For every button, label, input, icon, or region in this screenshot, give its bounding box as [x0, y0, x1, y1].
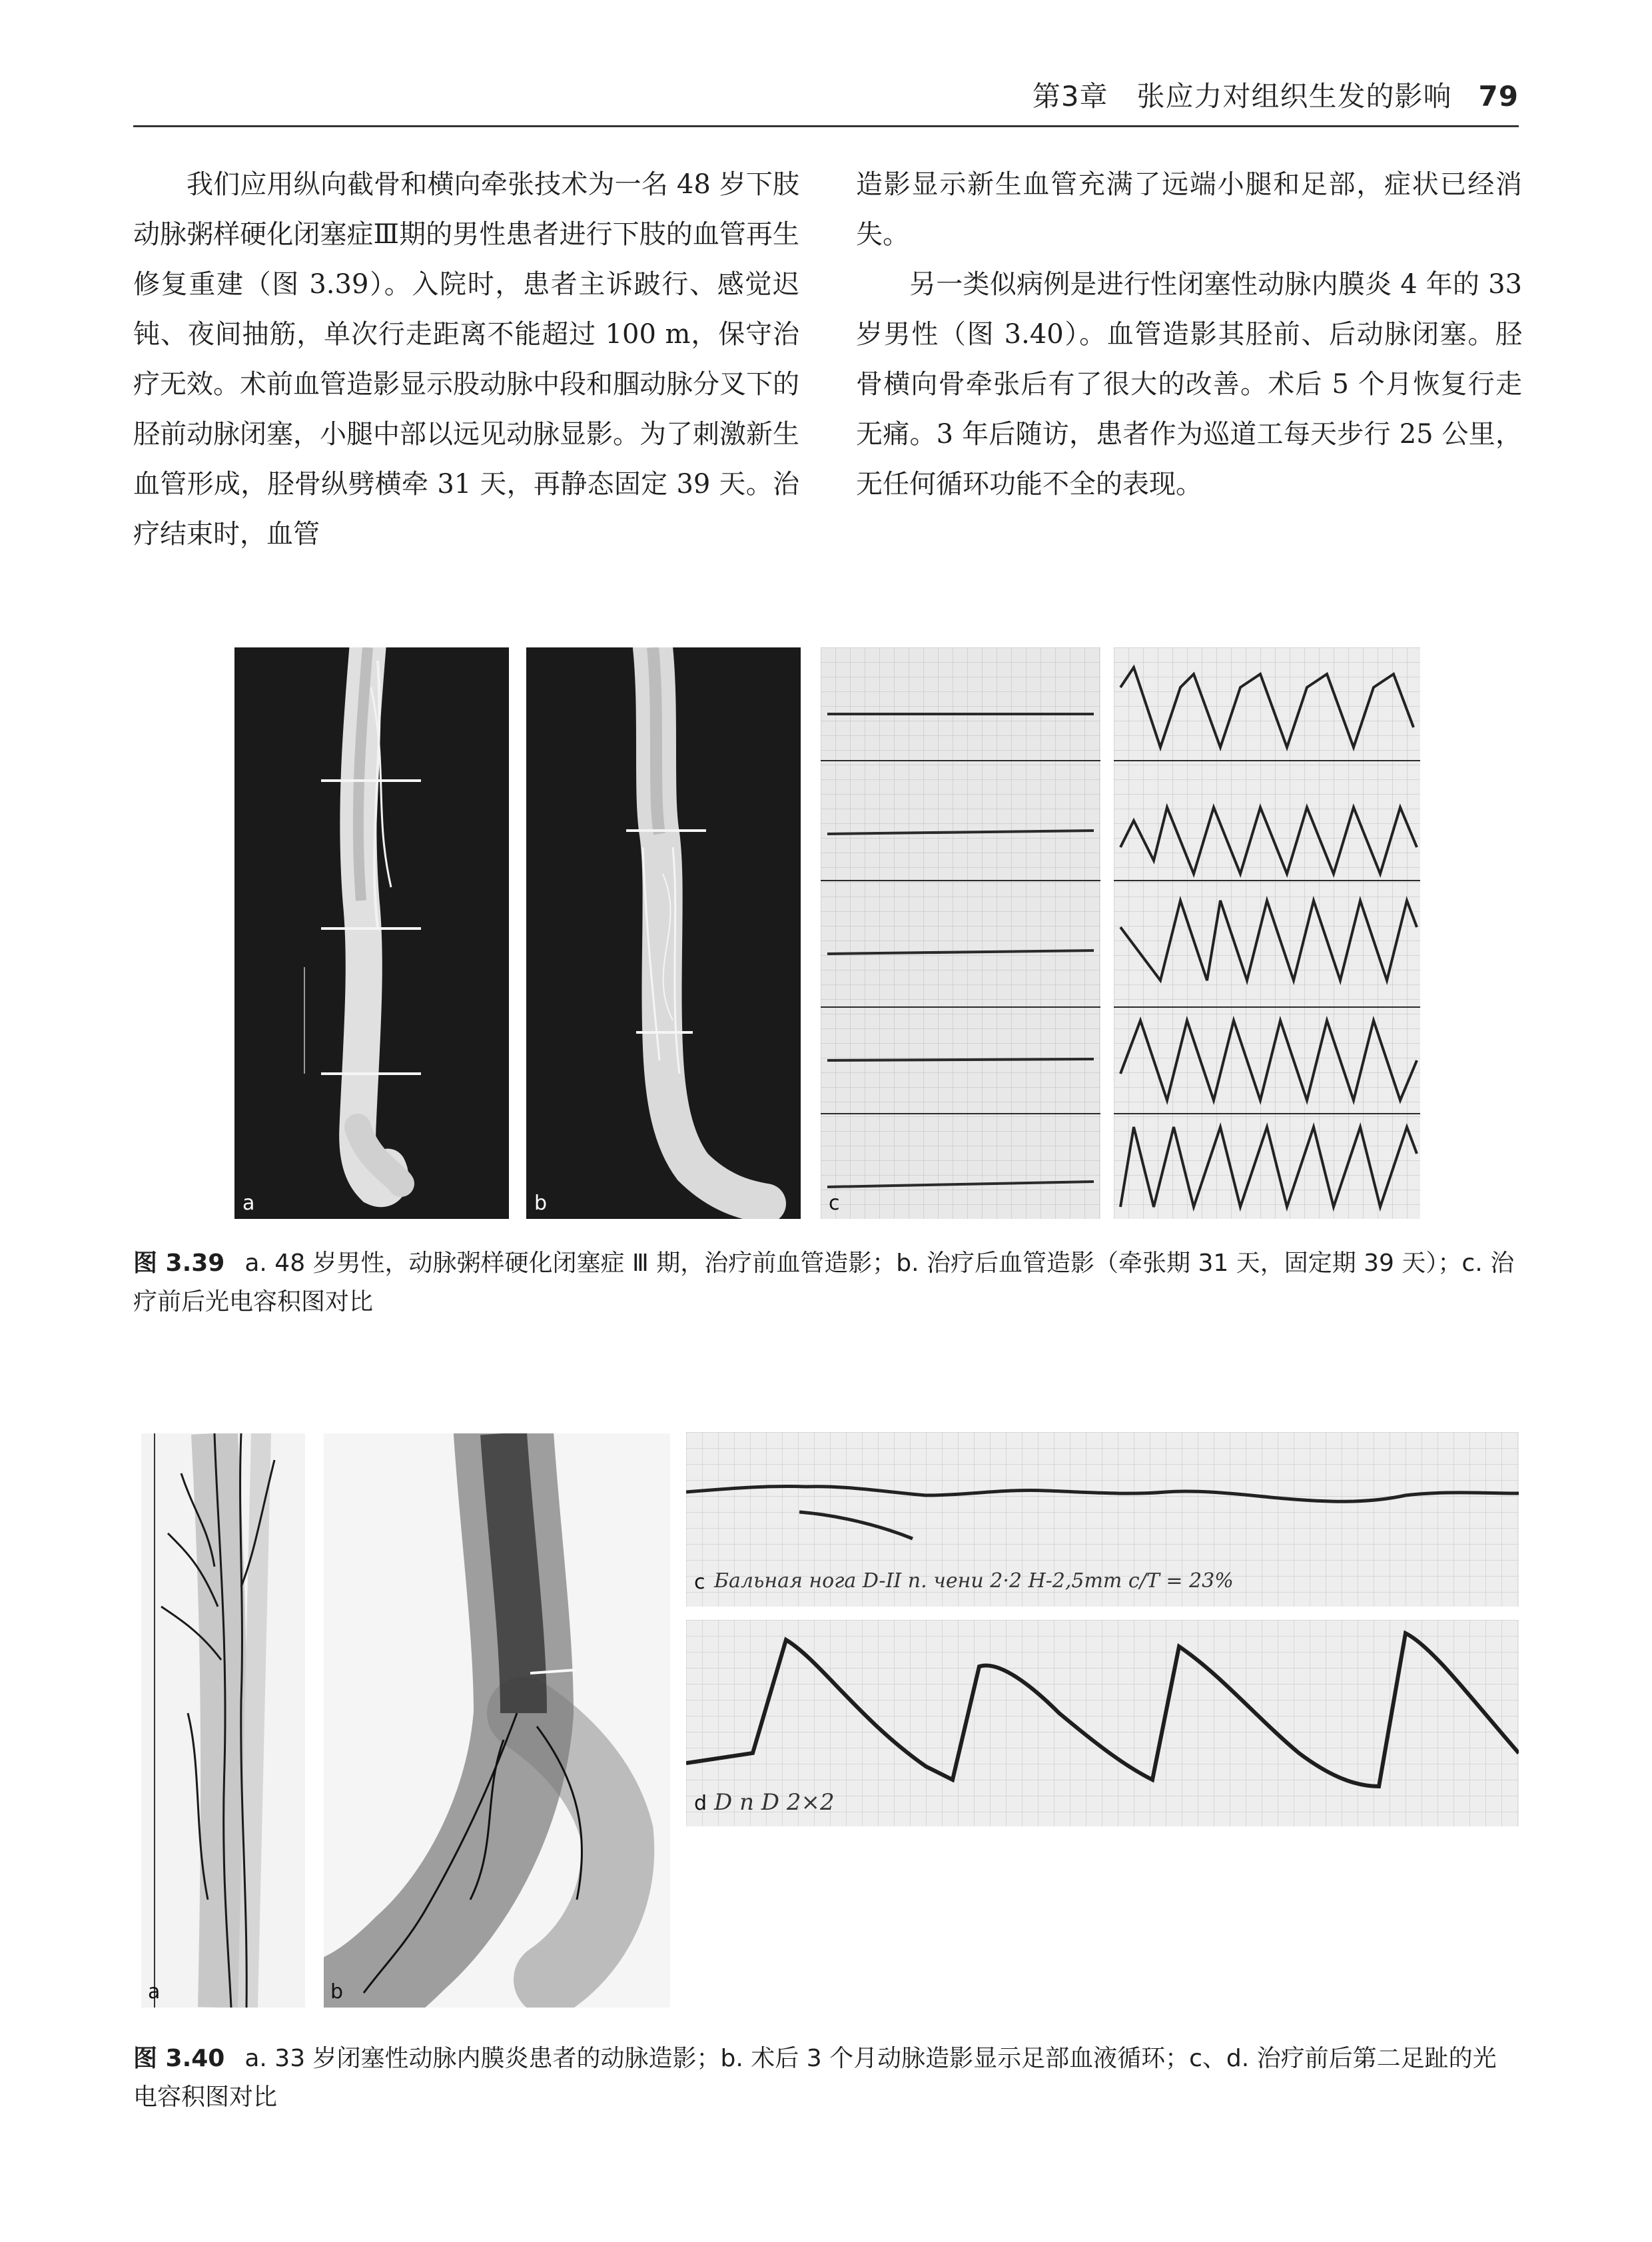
page-number: 79: [1478, 80, 1519, 113]
figure-340-a-label: a: [148, 1980, 161, 2004]
figure-340-caption: [133, 2040, 1519, 2117]
figure-339-caption-text: a. 48 岁男性，动脉粥样硬化闭塞症 Ⅲ 期，治疗前血管造影；b. 治疗后血管造影（牵张期 31 天，固定期 39 天）；c. 治疗前后光电容积图对比: [133, 1250, 1515, 1315]
figure-339-c-label: c: [829, 1192, 840, 1215]
figure-340-caption-text: a. 33 岁闭塞性动脉内膜炎患者的动脉造影；b. 术后 3 个月动脉造影显示足部血液循环；c、d. 治疗前后第二足趾的光电容积图对比: [133, 2045, 1497, 2111]
figure-340-panel-a-angiogram: [141, 1433, 305, 2008]
figure-339-number: 图 3.39: [133, 1250, 225, 1277]
figure-340-d-handwriting: D п D 2×2: [714, 1789, 835, 1816]
figure-339-panel-a-angiogram: [234, 647, 509, 1219]
figure-340-panel-d-plethysmogram: [686, 1620, 1519, 1826]
running-header: [133, 72, 1519, 127]
figure-340-b-label: b: [330, 1980, 344, 2004]
figure-340-c-label: c: [694, 1571, 705, 1594]
figure-339-panel-c-plethysmograms: [821, 647, 1420, 1219]
chapter-title: 第3章 张应力对组织生发的影响: [1032, 80, 1452, 113]
figure-339-a-label: a: [242, 1192, 255, 1215]
header-title: [1032, 75, 1519, 115]
figure-340-c-handwriting: Бальная нога D-II п. чени 2·2 H-2,5mm c/T = 23%: [714, 1569, 1234, 1593]
paragraph-case-1: 我们应用纵向截骨和横向牵张技术为一名 48 岁下肢动脉粥样硬化闭塞症Ⅲ期的男性患者进行下肢的血管再生修复重建（图 3.39）。入院时，患者主诉跛行、感觉迟钝、夜间抽筋，单次行走距离不能超过 100 m，保守治疗无效。术前血管造影显示股动脉中段和腘动脉分叉下的胫前动脉闭塞，小腿中部以远见动脉显影。为了刺激新生血管形成，胫骨纵劈横牵 31 天，再静态固定 39 天。治疗结束时，血管: [133, 169, 799, 550]
figure-340-panel-c-plethysmogram: [686, 1432, 1519, 1607]
figure-339-b-label: b: [534, 1192, 548, 1215]
body-column-right: [856, 160, 1522, 510]
paragraph-case-1-continued: 造影显示新生血管充满了远端小腿和足部，症状已经消失。: [856, 169, 1522, 250]
body-column-left: [133, 160, 799, 560]
figure-339-panel-b-angiogram: [526, 647, 801, 1219]
figure-340-number: 图 3.40: [133, 2045, 225, 2072]
figure-339-caption: [133, 1244, 1519, 1321]
paragraph-case-2: 另一类似病例是进行性闭塞性动脉内膜炎 4 年的 33 岁男性（图 3.40）。血管造影其胫前、后动脉闭塞。胫骨横向骨牵张后有了很大的改善。术后 5 个月恢复行走无痛。3 年后随访，患者作为巡道工每天步行 25 公里，无任何循环功能不全的表现。: [856, 269, 1522, 500]
figure-340-d-label: d: [694, 1792, 707, 1815]
figure-340-panel-b-angiogram: [324, 1433, 670, 2008]
